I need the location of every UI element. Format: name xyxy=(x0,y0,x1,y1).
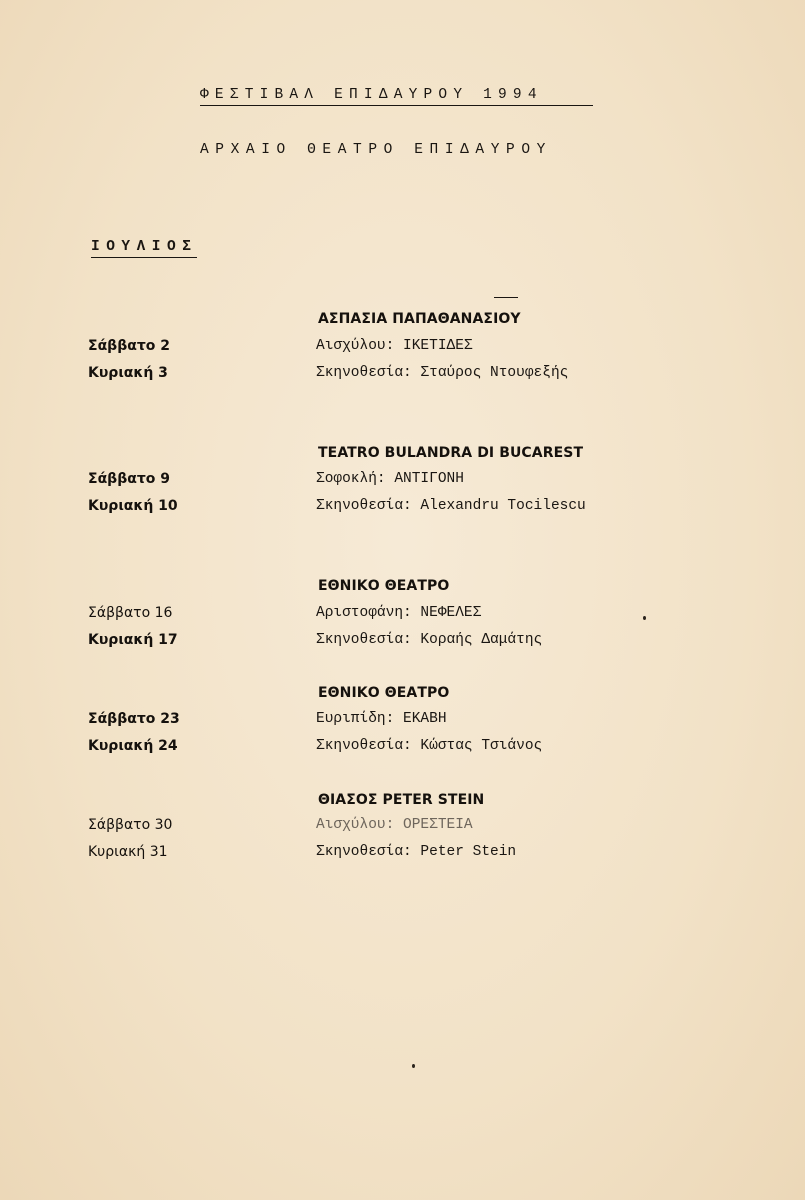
performance-date: Σάββατο 2 xyxy=(88,338,171,354)
troupe-name: ΘΙΑΣΟΣ PETER STEIN xyxy=(318,792,485,808)
director: Σκηνοθεσία: Peter Stein xyxy=(316,844,517,860)
director: Σκηνοθεσία: Σταύρος Ντουφεξής xyxy=(316,365,569,381)
theatre-title: ΑΡΧΑΙΟ ΘΕΑΤΡΟ ΕΠΙΔΑΥΡΟΥ xyxy=(200,142,552,158)
ink-speck xyxy=(643,616,646,620)
play-title: Σοφοκλή: ΑΝΤΙΓΟΝΗ xyxy=(316,471,464,487)
performance-date: Κυριακή 31 xyxy=(88,844,168,860)
director: Σκηνοθεσία: Κώστας Τσιάνος xyxy=(316,738,543,754)
troupe-name: ΕΘΝΙΚΟ ΘΕΑΤΡΟ xyxy=(318,685,450,701)
performance-date: Σάββατο 30 xyxy=(88,817,173,833)
performance-date: Κυριακή 3 xyxy=(88,365,168,381)
performance-date: Σάββατο 9 xyxy=(88,471,171,487)
play-title: Αριστοφάνη: ΝΕΦΕΛΕΣ xyxy=(316,605,482,621)
ink-speck xyxy=(412,1064,415,1068)
play-title: Αισχύλου: ΙΚΕΤΙΔΕΣ xyxy=(316,338,473,354)
month-heading: ΙΟΥΛΙΟΣ xyxy=(91,239,197,258)
performance-date: Σάββατο 16 xyxy=(88,605,173,621)
divider xyxy=(494,297,518,298)
performance-date: Κυριακή 17 xyxy=(88,632,178,648)
play-title: Ευριπίδη: ΕΚΑΒΗ xyxy=(316,711,447,727)
director: Σκηνοθεσία: Alexandru Tocilescu xyxy=(316,498,586,514)
director: Σκηνοθεσία: Κοραής Δαμάτης xyxy=(316,632,543,648)
play-title: Αισχύλου: ΟΡΕΣΤΕΙΑ xyxy=(316,817,473,833)
festival-title: ΦΕΣΤΙΒΑΛ ΕΠΙΔΑΥΡΟΥ 1994 xyxy=(200,87,593,106)
troupe-name: TEATRO BULANDRA DI BUCAREST xyxy=(318,445,584,461)
performance-date: Σάββατο 23 xyxy=(88,711,180,727)
troupe-name: ΑΣΠΑΣΙΑ ΠΑΠΑΘΑΝΑΣΙΟΥ xyxy=(318,311,521,327)
performance-date: Κυριακή 10 xyxy=(88,498,178,514)
performance-date: Κυριακή 24 xyxy=(88,738,178,754)
troupe-name: ΕΘΝΙΚΟ ΘΕΑΤΡΟ xyxy=(318,578,450,594)
